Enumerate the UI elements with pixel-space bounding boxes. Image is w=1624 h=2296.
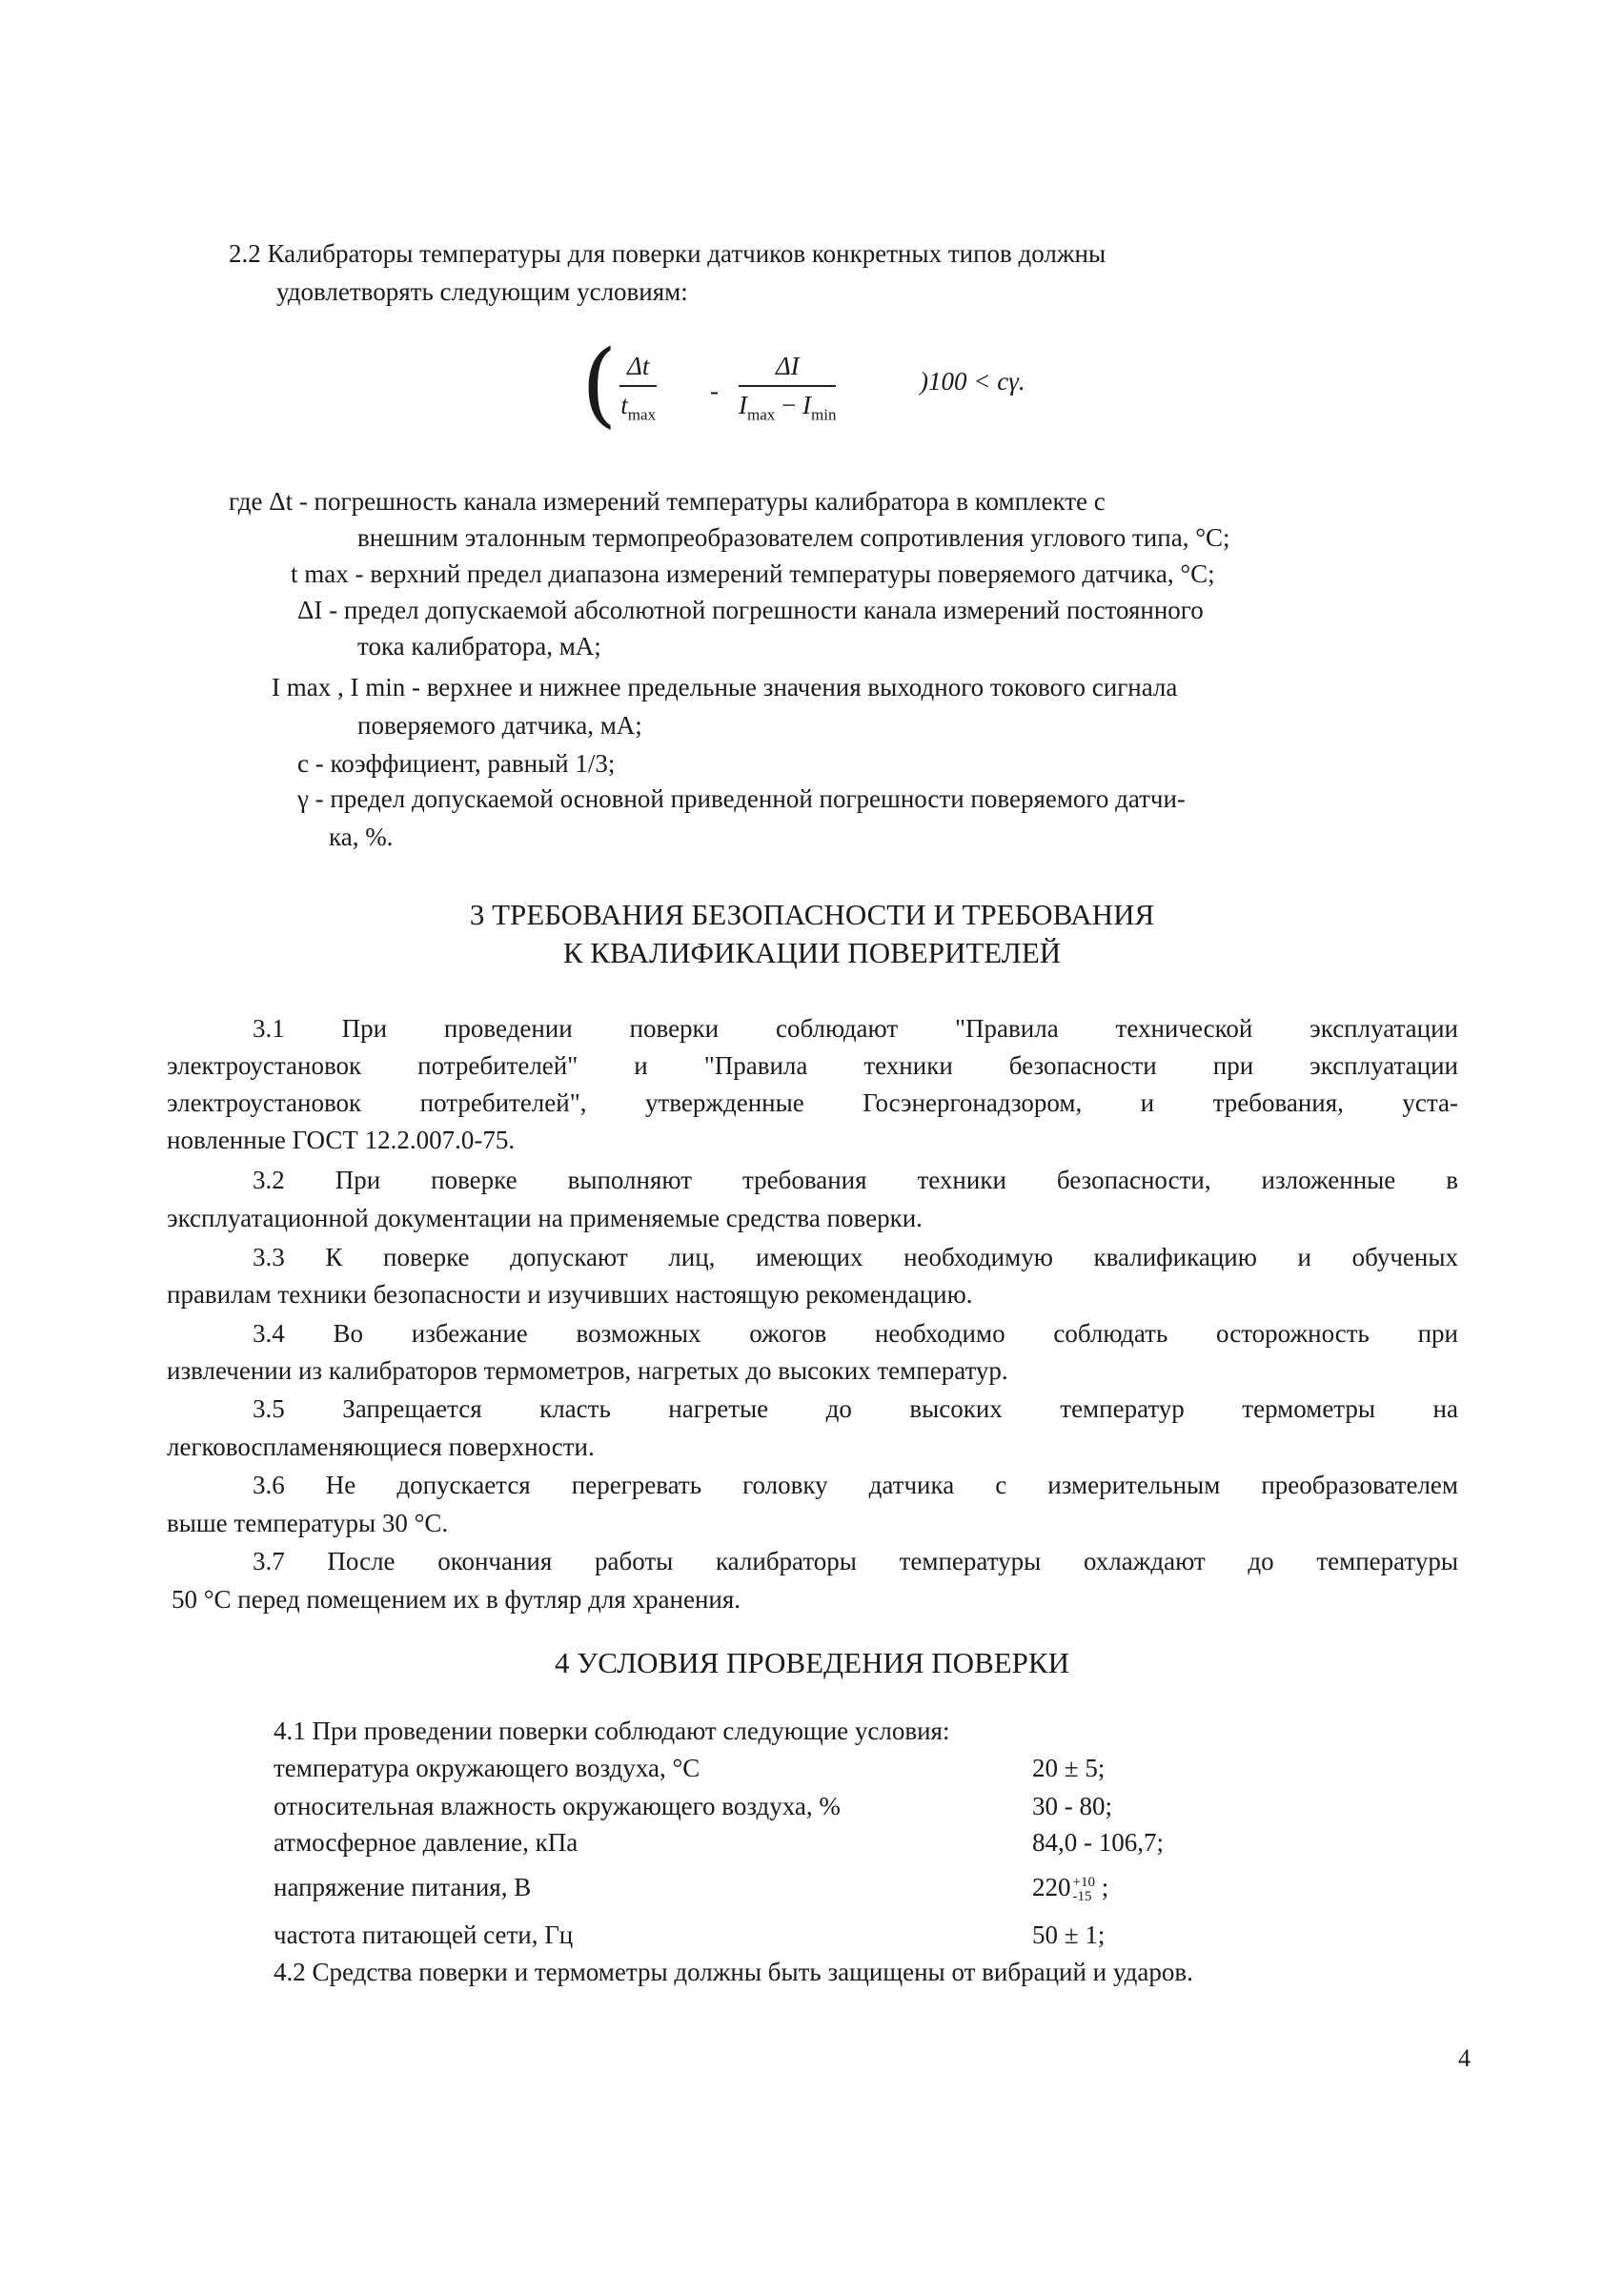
condition-label-temperature: температура окружающего воздуха, °С [274,1754,700,1782]
formula-open-paren: ( [581,331,618,437]
condition-value-humidity: 30 - 80; [1032,1792,1112,1820]
heading-section-4: 4 УСЛОВИЯ ПРОВЕДЕНИЯ ПОВЕРКИ [555,1646,1069,1679]
where-line-6: I max , I min - верхнее и нижнее предельные значения выходного токового сигнала [272,673,1178,701]
condition-value-temperature: 20 ± 5; [1032,1754,1106,1782]
s3-line-5: 3.2 При поверке выполняют требования техники безопасности, изложенные в [253,1166,1458,1194]
formula-fraction-1: Δt $t_{max}$ [620,352,657,424]
s3-line-3: электроустановок потребителей", утвержденные Госэнергонадзором, и требования, уста- [167,1088,1458,1117]
formula-minus: - [710,376,719,405]
condition-label-voltage: напряжение питания, В [274,1873,532,1901]
s3-line-9: 3.4 Во избежание возможных ожогов необходимо соблюдать осторожность при [253,1319,1458,1348]
s3-line-7: 3.3 К поверке допускают лиц, имеющих необходимую квалификацию и обученых [253,1243,1458,1271]
where-line-5: тока калибратора, мА; [357,632,601,660]
where-line-1: где Δt - погрешность канала измерений температуры калибратора в комплекте с [229,487,1106,516]
s3-line-10: извлечении из калибраторов термометров, нагретых до высоких температур. [167,1356,1008,1385]
condition-label-frequency: частота питающей сети, Гц [274,1920,574,1949]
s3-line-14: выше температуры 30 °С. [167,1509,449,1537]
where-line-2: внешним эталонным термопреобразователем сопротивления углового типа, °С; [357,523,1230,552]
where-line-8: с - коэффициент, равный 1/3; [297,749,616,778]
condition-value-voltage: 220 +10 -15 ; [1032,1873,1109,1904]
s3-line-11: 3.5 Запрещается класть нагретые до высоких температур термометры на [253,1394,1458,1423]
formula-tail: )100 < cγ. [920,367,1025,396]
s3-line-4: новленные ГОСТ 12.2.007.0-75. [167,1126,516,1154]
s4-intro: 4.1 При проведении поверки соблюдают следующие условия: [274,1717,950,1745]
where-line-10: ка, %. [329,823,394,851]
where-line-3: t max - верхний предел диапазона измерений температуры поверяемого датчика, °С; [291,559,1215,588]
s3-line-15: 3.7 После окончания работы калибраторы температуры охлаждают до температуры [253,1547,1458,1575]
condition-value-frequency: 50 ± 1; [1032,1920,1106,1949]
condition-label-humidity: относительная влажность окружающего воздуха, % [274,1792,841,1820]
heading-section-3-line1: 3 ТРЕБОВАНИЯ БЕЗОПАСНОСТИ И ТРЕБОВАНИЯ [469,898,1155,931]
s3-line-13: 3.6 Не допускается перегревать головку датчика с измерительным преобразователем [253,1471,1458,1499]
section-2-2-line2: удовлетворять следующим условиям: [276,277,688,306]
heading-section-3-line2: К КВАЛИФИКАЦИИ ПОВЕРИТЕЛЕЙ [562,936,1062,969]
s3-line-2: электроустановок потребителей" и "Правила техники безопасности при эксплуатации [167,1051,1458,1080]
s3-line-8: правилам техники безопасности и изучивших настоящую рекомендацию. [167,1280,973,1309]
s3-line-1: 3.1 При проведении поверки соблюдают "Правила технической эксплуатации [253,1014,1458,1043]
s3-line-6: эксплуатационной документации на применяемые средства поверки. [167,1204,923,1232]
s3-line-12: легковоспламеняющиеся поверхности. [167,1432,595,1461]
formula-fraction-2: ΔI $I_{max} - I_{min}$ [739,352,837,424]
section-2-2-line1: 2.2 Калибраторы температуры для поверки датчиков конкретных типов должны [229,239,1106,268]
s4-note: 4.2 Средства поверки и термометры должны быть защищены от вибраций и ударов. [274,1958,1193,1986]
condition-label-pressure: атмосферное давление, кПа [274,1828,579,1857]
page-number: 4 [1458,2044,1471,2072]
where-line-7: поверяемого датчика, мА; [357,711,642,740]
where-line-9: γ - предел допускаемой основной приведенной погрешности поверяемого датчи- [297,784,1186,813]
condition-value-pressure: 84,0 - 106,7; [1032,1828,1164,1857]
where-line-4: ΔI - предел допускаемой абсолютной погрешности канала измерений постоянного [297,596,1204,624]
s3-line-16: 50 °С перед помещением их в футляр для хранения. [172,1585,741,1614]
calibrator-condition-formula [581,331,1058,443]
